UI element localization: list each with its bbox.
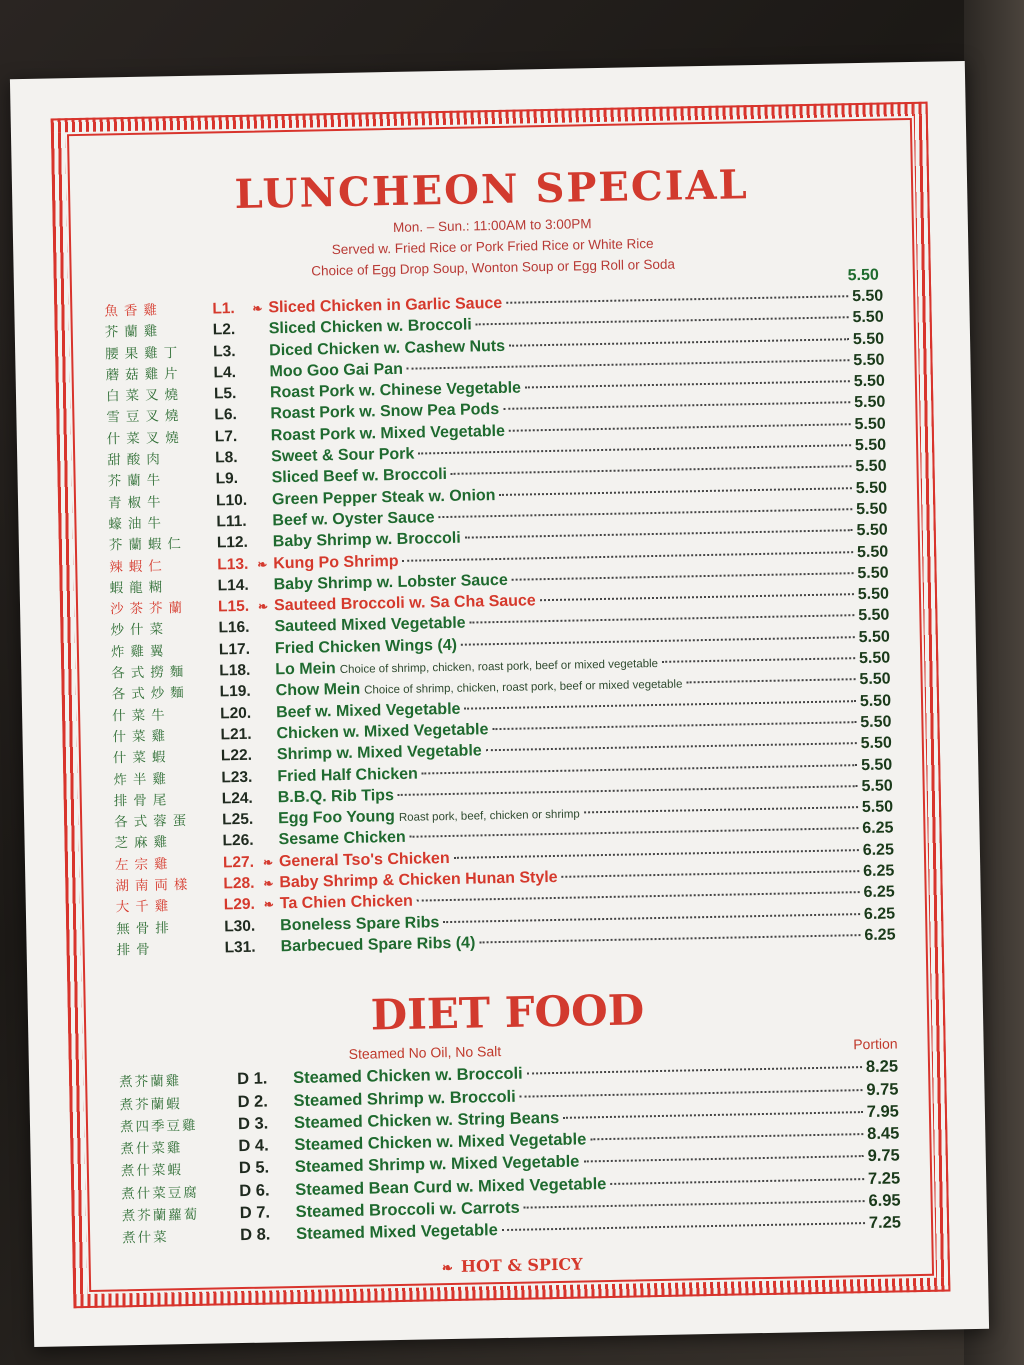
item-name: Steamed Shrimp w. Mixed Vegetable xyxy=(294,1152,580,1177)
leader-dots xyxy=(418,444,851,454)
item-name: Baby Shrimp & Chicken Hunan Style xyxy=(279,868,558,892)
item-price: 5.50 xyxy=(851,287,884,306)
chinese-name: 煮四季豆雞 xyxy=(119,1117,198,1136)
leader-dots xyxy=(486,742,857,751)
chinese-name: 魚香雞 xyxy=(104,302,164,320)
item-price: 5.50 xyxy=(853,394,886,412)
chinese-name: 什菜蝦 xyxy=(112,749,172,767)
chinese-name: 蠔油牛 xyxy=(108,515,168,533)
leader-dots xyxy=(407,359,849,369)
item-price: 5.50 xyxy=(856,500,888,519)
item-name: B.B.Q. Rib Tips xyxy=(277,786,395,807)
item-name: Green Pepper Steak w. Onion xyxy=(271,486,496,508)
item-code: D 4. xyxy=(238,1136,269,1156)
item-code: L26. xyxy=(222,832,254,850)
item-code: L17. xyxy=(218,640,251,659)
item-price: 8.45 xyxy=(867,1124,900,1144)
item-name: Fried Half Chicken xyxy=(277,765,418,785)
item-code: L31. xyxy=(224,938,256,957)
leader-dots xyxy=(662,657,855,663)
chinese-name: 排骨 xyxy=(116,941,156,959)
item-code: L23. xyxy=(221,768,253,786)
item-name: Steamed Shrimp w. Broccoli xyxy=(293,1087,516,1110)
chinese-name: 左宗雞 xyxy=(114,856,174,874)
item-code: L29. xyxy=(223,896,255,914)
item-price: 5.50 xyxy=(858,606,890,625)
item-name: Moo Goo Gai Pan xyxy=(269,360,404,381)
item-price: 5.50 xyxy=(861,777,893,795)
chinese-name: 蘑菇雞片 xyxy=(105,365,184,384)
item-price: 6.25 xyxy=(862,819,894,838)
item-code: D 1. xyxy=(236,1069,268,1089)
chinese-name: 什菜雞 xyxy=(112,728,172,746)
chinese-name: 什菜牛 xyxy=(112,706,171,725)
chinese-name: 芥蘭牛 xyxy=(107,472,167,490)
diet-title: DIET FOOD xyxy=(370,985,645,1040)
item-name: Lo Mein xyxy=(275,660,336,679)
item-name: Steamed Chicken w. String Beans xyxy=(293,1108,560,1132)
chinese-name: 辣蝦仁 xyxy=(109,557,168,576)
leader-dots xyxy=(583,1155,863,1162)
item-price: 5.50 xyxy=(853,372,886,391)
leader-dots xyxy=(464,700,855,710)
luncheon-hours: Mon. – Sun.: 11:00AM to 3:00PM xyxy=(392,216,592,235)
header-price: 5.50 xyxy=(847,266,880,285)
chinese-name: 腰果雞丁 xyxy=(105,344,184,363)
item-name: Beef w. Oyster Sauce xyxy=(272,509,435,530)
chinese-name: 芝麻雞 xyxy=(114,834,174,852)
item-name: Chicken w. Mixed Vegetable xyxy=(276,721,489,743)
item-name: Ta Chien Chicken xyxy=(279,893,414,913)
chinese-name: 各式炒麵 xyxy=(111,685,190,703)
leader-dots xyxy=(443,913,860,923)
item-price: 5.50 xyxy=(860,713,892,732)
chinese-name: 無骨排 xyxy=(116,919,175,938)
item-code: L8. xyxy=(215,449,238,467)
leader-dots xyxy=(470,615,855,624)
chinese-name: 大千雞 xyxy=(115,898,175,916)
item-code: L25. xyxy=(222,810,254,829)
leader-dots xyxy=(502,1222,865,1231)
item-code: L5. xyxy=(213,385,237,403)
item-name: Sauteed Broccoli w. Sa Cha Sauce xyxy=(273,592,536,615)
item-note: Choice of shrimp, chicken, roast pork, beef or mixed vegetable xyxy=(339,657,659,677)
leader-dots xyxy=(524,1200,865,1209)
item-code: L24. xyxy=(221,789,253,808)
item-code: L16. xyxy=(218,619,250,637)
item-price: 5.50 xyxy=(858,628,890,646)
chinese-name: 沙茶芥蘭 xyxy=(109,600,189,618)
item-name: Steamed Bean Curd w. Mixed Vegetable xyxy=(295,1174,607,1199)
leader-dots xyxy=(465,529,853,538)
chinese-name: 芥蘭蝦仁 xyxy=(108,536,188,554)
item-name: Baby Shrimp w. Broccoli xyxy=(272,529,461,551)
chinese-name: 炸半雞 xyxy=(113,770,173,788)
item-code: L9. xyxy=(215,470,239,488)
item-code: L28. xyxy=(223,874,255,893)
item-code: D 2. xyxy=(237,1092,269,1111)
item-price: 7.95 xyxy=(866,1102,900,1121)
chili-pepper-icon: ❧ xyxy=(441,1260,454,1276)
item-name: Sliced Beef w. Broccoli xyxy=(271,466,448,487)
chinese-name: 排骨尾 xyxy=(113,792,173,810)
item-name: Steamed Mixed Vegetable xyxy=(295,1221,499,1244)
chinese-name: 芥蘭雞 xyxy=(104,323,164,341)
item-code: L4. xyxy=(213,363,237,382)
item-price: 7.25 xyxy=(867,1169,901,1188)
item-name: Roast Pork w. Snow Pea Pods xyxy=(270,401,500,423)
item-code: L15. xyxy=(217,597,250,616)
item-code: L18. xyxy=(219,661,251,680)
item-name: Steamed Chicken w. Broccoli xyxy=(292,1064,523,1088)
item-name: Roast Pork w. Mixed Vegetable xyxy=(270,422,506,445)
item-name: Shrimp w. Mixed Vegetable xyxy=(276,742,482,764)
item-name: Baby Shrimp w. Lobster Sauce xyxy=(273,571,508,594)
item-code: L27. xyxy=(222,853,255,872)
item-price: 9.75 xyxy=(867,1146,900,1166)
leader-dots xyxy=(509,338,849,347)
item-price: 6.95 xyxy=(868,1191,901,1210)
item-code: L22. xyxy=(220,746,253,765)
item-code: L30. xyxy=(224,917,256,935)
leader-dots xyxy=(610,1178,864,1185)
chinese-name: 炒什菜 xyxy=(110,621,170,639)
item-code: L19. xyxy=(219,683,251,701)
hot-spicy-label: HOT & SPICY xyxy=(460,1254,583,1276)
leader-dots xyxy=(492,721,856,730)
item-price: 5.50 xyxy=(852,308,884,327)
item-name: General Tso's Chicken xyxy=(278,849,450,870)
item-name: Fried Chicken Wings (4) xyxy=(274,636,458,658)
chinese-name: 各式蓉蛋 xyxy=(114,813,193,831)
item-code: L2. xyxy=(212,321,236,339)
item-code: L1. xyxy=(212,300,235,318)
item-price: 5.50 xyxy=(856,521,888,540)
menu-paper xyxy=(10,61,989,1347)
leader-dots xyxy=(479,934,860,943)
leader-dots xyxy=(417,891,860,902)
leader-dots xyxy=(410,828,859,839)
leader-dots xyxy=(499,487,851,496)
leader-dots xyxy=(527,1066,862,1074)
item-price: 5.50 xyxy=(858,649,891,668)
item-code: D 8. xyxy=(239,1225,271,1245)
item-code: L11. xyxy=(216,512,247,531)
item-price: 9.75 xyxy=(866,1079,899,1099)
item-name: Sliced Chicken w. Broccoli xyxy=(268,316,472,338)
item-price: 5.50 xyxy=(857,585,890,604)
leader-dots xyxy=(509,423,851,432)
item-price: 5.50 xyxy=(856,543,889,561)
leader-dots xyxy=(584,806,858,813)
chinese-name: 甜酸肉 xyxy=(107,451,166,469)
item-price: 7.25 xyxy=(868,1213,902,1233)
item-price: 6.25 xyxy=(863,905,896,923)
item-name: Kung Po Shrimp xyxy=(273,552,399,572)
item-price: 5.50 xyxy=(860,756,893,774)
item-name: Sliced Chicken in Garlic Sauce xyxy=(268,294,503,317)
item-price: 5.50 xyxy=(854,436,887,455)
item-code: D 3. xyxy=(237,1114,269,1133)
luncheon-served: Served w. Fried Rice or Pork Fried Rice or White Rice xyxy=(331,235,654,258)
portion-label: Portion xyxy=(853,1035,898,1053)
item-price: 5.50 xyxy=(861,798,894,817)
leader-dots xyxy=(398,785,858,796)
item-price: 5.50 xyxy=(854,415,886,433)
item-price: 5.50 xyxy=(859,670,891,689)
item-code: L20. xyxy=(219,704,252,723)
chinese-name: 湖南両樣 xyxy=(115,876,194,895)
item-name: Steamed Broccoli w. Carrots xyxy=(295,1198,520,1221)
item-name: Barbecued Spare Ribs (4) xyxy=(280,934,476,956)
chinese-name: 炸雞翼 xyxy=(110,643,170,661)
item-price: 5.50 xyxy=(852,330,885,348)
chinese-name: 煮什菜雞 xyxy=(120,1140,183,1158)
chinese-name: 白菜叉燒 xyxy=(105,387,185,405)
leader-dots xyxy=(525,380,850,388)
item-note: Choice of shrimp, chicken, roast pork, beef or mixed vegetable xyxy=(364,678,683,697)
chinese-name: 什菜叉燒 xyxy=(106,429,185,448)
leader-dots xyxy=(563,1111,863,1119)
item-name: Steamed Chicken w. Mixed Vegetable xyxy=(294,1130,587,1155)
chinese-name: 蝦龍糊 xyxy=(109,579,169,597)
leader-dots xyxy=(461,636,855,646)
item-name: Diced Chicken w. Cashew Nuts xyxy=(269,337,506,359)
chinese-name: 煮芥蘭蘿蔔 xyxy=(121,1206,200,1225)
luncheon-list xyxy=(104,285,896,960)
chinese-name: 青椒牛 xyxy=(107,494,167,512)
item-code: D 7. xyxy=(239,1203,271,1223)
leader-dots xyxy=(590,1133,863,1140)
leader-dots xyxy=(403,551,853,562)
item-price: 5.50 xyxy=(860,734,892,753)
item-name: Sauteed Mixed Vegetable xyxy=(274,615,466,636)
chinese-name: 煮芥蘭雞 xyxy=(119,1073,182,1091)
leader-dots xyxy=(503,402,850,411)
item-price: 5.50 xyxy=(853,351,885,370)
item-price: 8.25 xyxy=(865,1057,899,1077)
diet-list xyxy=(119,1056,901,1249)
luncheon-choice: Choice of Egg Drop Soup, Wonton Soup or Egg Roll or Soda xyxy=(311,256,676,279)
leader-dots xyxy=(562,870,860,878)
item-code: L3. xyxy=(213,342,236,361)
leader-dots xyxy=(520,1089,863,1098)
leader-dots xyxy=(512,572,854,581)
chinese-name: 各式撈麵 xyxy=(111,663,190,682)
item-price: 5.50 xyxy=(855,457,887,476)
chinese-name: 煮什菜蝦 xyxy=(120,1162,184,1180)
leader-dots xyxy=(506,295,848,304)
leader-dots xyxy=(686,679,855,684)
item-code: D 5. xyxy=(238,1158,270,1178)
item-code: L21. xyxy=(220,725,252,744)
item-price: 6.25 xyxy=(862,862,895,881)
item-code: L14. xyxy=(217,576,249,595)
leader-dots xyxy=(422,764,857,774)
item-name: Egg Foo Young xyxy=(278,808,396,828)
item-price: 5.50 xyxy=(857,564,889,582)
item-name: Roast Pork w. Chinese Vegetable xyxy=(269,379,522,402)
chinese-name: 煮芥蘭蝦 xyxy=(119,1095,182,1113)
menu-content xyxy=(102,159,902,1282)
item-price: 5.50 xyxy=(855,479,888,497)
item-code: L7. xyxy=(214,427,238,446)
item-code: L12. xyxy=(216,534,249,552)
item-name: Sesame Chicken xyxy=(278,829,406,849)
leader-dots xyxy=(451,466,851,476)
item-code: L13. xyxy=(217,555,249,573)
leader-dots xyxy=(540,593,854,601)
leader-dots xyxy=(439,508,853,518)
item-name: Sweet & Sour Pork xyxy=(271,445,415,466)
item-code: L10. xyxy=(215,491,248,510)
diet-subtitle: Steamed No Oil, No Salt xyxy=(348,1043,502,1063)
leader-dots xyxy=(476,317,849,326)
item-price: 5.50 xyxy=(859,692,892,710)
item-code: D 6. xyxy=(239,1181,270,1200)
chinese-name: 煮什菜豆腐 xyxy=(121,1184,199,1203)
item-price: 6.25 xyxy=(864,926,896,944)
item-price: 6.25 xyxy=(863,883,895,902)
item-name: Chow Mein xyxy=(275,681,361,700)
luncheon-title: LUNCHEON SPECIAL xyxy=(234,161,750,218)
item-name: Beef w. Mixed Vegetable xyxy=(275,700,461,721)
item-code: L6. xyxy=(214,406,237,424)
chinese-name: 雪豆叉燒 xyxy=(106,408,185,426)
item-name: Boneless Spare Ribs xyxy=(280,913,440,934)
leader-dots xyxy=(454,849,859,859)
item-note: Roast pork, beef, chicken or shrimp xyxy=(398,808,580,825)
item-price: 6.25 xyxy=(862,841,895,859)
chinese-name: 煮什菜 xyxy=(122,1229,169,1247)
